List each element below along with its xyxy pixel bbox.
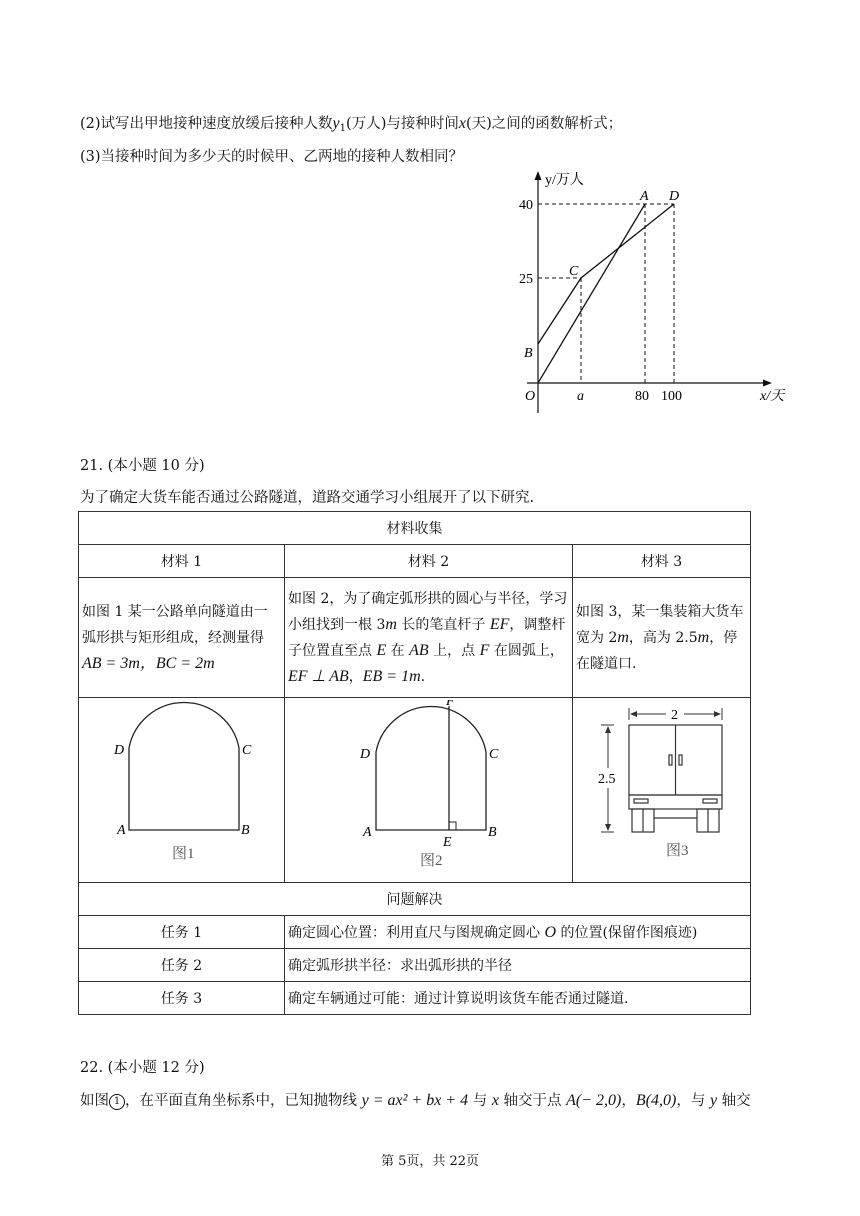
section-problem-solving: 问题解决	[79, 883, 751, 916]
q20-part2	[80, 112, 622, 134]
fig2-label-C: C	[488, 747, 498, 762]
q22-text	[80, 1089, 751, 1110]
truck-drawing	[629, 725, 722, 832]
m2-t2: 长的笔直杆子	[396, 616, 490, 633]
line-OA	[538, 204, 645, 383]
x-axis-label: x/天	[760, 389, 785, 404]
m2-ab: AB	[409, 641, 429, 659]
fig1-label-C: C	[242, 743, 252, 758]
truck-figure-3	[576, 700, 750, 876]
material-1-text	[79, 578, 285, 698]
var-y: y	[332, 115, 340, 132]
m3-m2: m	[697, 628, 710, 646]
q22-var-y: y	[709, 1092, 718, 1109]
task-3-name: 任务 3	[79, 982, 285, 1015]
y-axis-arrow	[535, 171, 542, 180]
fig3-caption: 图3	[666, 843, 689, 859]
function-graph	[505, 168, 795, 418]
m2-t5: 上，点	[428, 642, 480, 659]
material-2-title: 材料 2	[285, 545, 573, 578]
point-A-label: A	[640, 189, 649, 204]
figure-2-cell	[285, 698, 573, 883]
m3-t2: ，高为 2.5	[628, 629, 698, 646]
task-1-desc-b: 的位置(保留作图痕迹)	[556, 925, 698, 941]
point-D-label: D	[669, 189, 680, 204]
fig1-label-D: D	[114, 743, 125, 758]
q20-part2-text-a: (2)试写出甲地接种速度放缓后接种人数	[80, 116, 333, 132]
point-O-label: O	[525, 389, 536, 404]
m3-t3: ，停在隧道口.	[576, 629, 738, 672]
fig2-label-D: D	[359, 747, 370, 762]
task-1-name: 任务 1	[79, 916, 285, 949]
q21-heading: 21. (本小题 10 分)	[80, 458, 205, 474]
var-x: x	[458, 115, 466, 132]
q22-t5: ，	[621, 1093, 636, 1109]
q22-parabola-eq: y = ax² + bx + 4	[361, 1092, 469, 1109]
q22-t7: 轴交	[717, 1093, 751, 1109]
m2-ef: EF	[489, 615, 510, 633]
y-tick-40: 40	[519, 198, 533, 213]
point-C-label: C	[569, 264, 579, 279]
m3-t1: 如图 3，某一集装箱大货车宽为 2	[576, 603, 744, 646]
m2-cond: EF ⊥ AB	[288, 667, 349, 685]
task-2-name: 任务 2	[79, 949, 285, 982]
q22-t1: 如图	[80, 1093, 109, 1109]
q22-t6: ，与	[676, 1093, 710, 1109]
x-tick-80: 80	[635, 389, 649, 404]
tunnel-figure-1	[82, 700, 282, 876]
line-BCD	[538, 204, 674, 344]
q22-point-A: A(− 2,0)	[566, 1092, 622, 1109]
q22-t4: 轴交于点	[498, 1093, 567, 1109]
y-axis-label: y/万人	[545, 173, 584, 188]
fig3-width-label: 2	[671, 708, 678, 723]
section-material-collection: 材料收集	[79, 512, 751, 545]
q22-heading: 22. (本小题 12 分)	[80, 1060, 205, 1076]
fig2-label-B: B	[487, 825, 497, 840]
material-3-title: 材料 3	[573, 545, 751, 578]
x-axis-arrow	[763, 380, 772, 387]
material-2-text	[285, 578, 573, 698]
q22-circled-number: 1	[109, 1094, 125, 1110]
q22-point-B: B(4,0)	[635, 1092, 677, 1109]
material-1-eq: AB = 3m，BC = 2m	[82, 654, 215, 672]
task-1-desc-a: 确定圆心位置：利用直尺与图规确定圆心	[288, 925, 545, 941]
material-3-text	[573, 578, 751, 698]
tunnel-outline-2	[376, 707, 486, 830]
q22-t3: 与	[468, 1093, 492, 1109]
right-angle-mark	[449, 822, 456, 830]
materials-table	[78, 511, 751, 1015]
var-y-sub: 1	[339, 123, 347, 134]
m2-eb: EB = 1m	[362, 667, 421, 685]
figure-1-cell	[79, 698, 285, 883]
x-tick-100: 100	[661, 389, 682, 404]
fig3-height-label: 2.5	[598, 772, 616, 787]
q20-part3: (3)当接种时间为多少天的时候甲、乙两地的接种人数相同？	[80, 149, 464, 165]
fig2-label-E: E	[442, 835, 452, 850]
q21-intro: 为了确定大货车能否通过公路隧道，道路交通学习小组展开了以下研究.	[80, 490, 535, 506]
m2-t4: 在	[386, 642, 410, 659]
tunnel-outline-1	[129, 703, 239, 830]
x-tick-a: a	[577, 389, 584, 404]
q20-part2-text-c: (天)之间的函数解析式；	[465, 116, 623, 132]
fig1-label-A: A	[117, 823, 126, 838]
m2-t1: 如图 2，为了确定弧形拱的圆心与半径，学习小组找到一根 3	[288, 590, 568, 633]
fig2-label-A: A	[362, 825, 372, 840]
material-1-desc: 如图 1 某一公路单向隧道由一弧形拱与矩形组成，经测量得	[82, 603, 268, 646]
task-2-desc: 确定弧形拱半径：求出弧形拱的半径	[285, 949, 751, 982]
height-arrow-top	[605, 726, 611, 733]
width-arrow-right	[714, 711, 721, 717]
m2-t7: ，	[348, 668, 363, 685]
tunnel-figure-2	[289, 700, 569, 876]
y-tick-25: 25	[519, 272, 533, 287]
task-1-desc	[285, 916, 751, 949]
height-arrow-bottom	[605, 824, 611, 831]
m2-f: F	[479, 641, 490, 659]
m2-t3: ，调整杆子位置直至点	[288, 616, 566, 659]
point-B-label: B	[524, 346, 533, 361]
m2-t6: 在圆弧上，	[489, 642, 564, 659]
m2-t8: .	[420, 668, 426, 685]
m2-e: E	[376, 641, 387, 659]
task-1-point-O: O	[544, 924, 557, 941]
q22-var-x: x	[491, 1092, 499, 1109]
fig1-caption: 图1	[172, 846, 195, 862]
page-footer: 第 5页，共 22页	[380, 1154, 480, 1169]
fig1-label-B: B	[241, 823, 250, 838]
width-arrow-left	[630, 711, 637, 717]
material-1-title: 材料 1	[79, 545, 285, 578]
fig2-label-F: F	[445, 700, 455, 709]
q20-part2-text-b: (万人)与接种时间	[346, 116, 459, 132]
fig2-caption: 图2	[419, 853, 443, 869]
q22-t2: ，在平面直角坐标系中，已知抛物线	[125, 1093, 362, 1109]
m2-m: m	[385, 615, 397, 633]
figure-3-cell	[573, 698, 751, 883]
task-3-desc: 确定车辆通过可能：通过计算说明该货车能否通过隧道.	[285, 982, 751, 1015]
m3-m1: m	[617, 628, 629, 646]
